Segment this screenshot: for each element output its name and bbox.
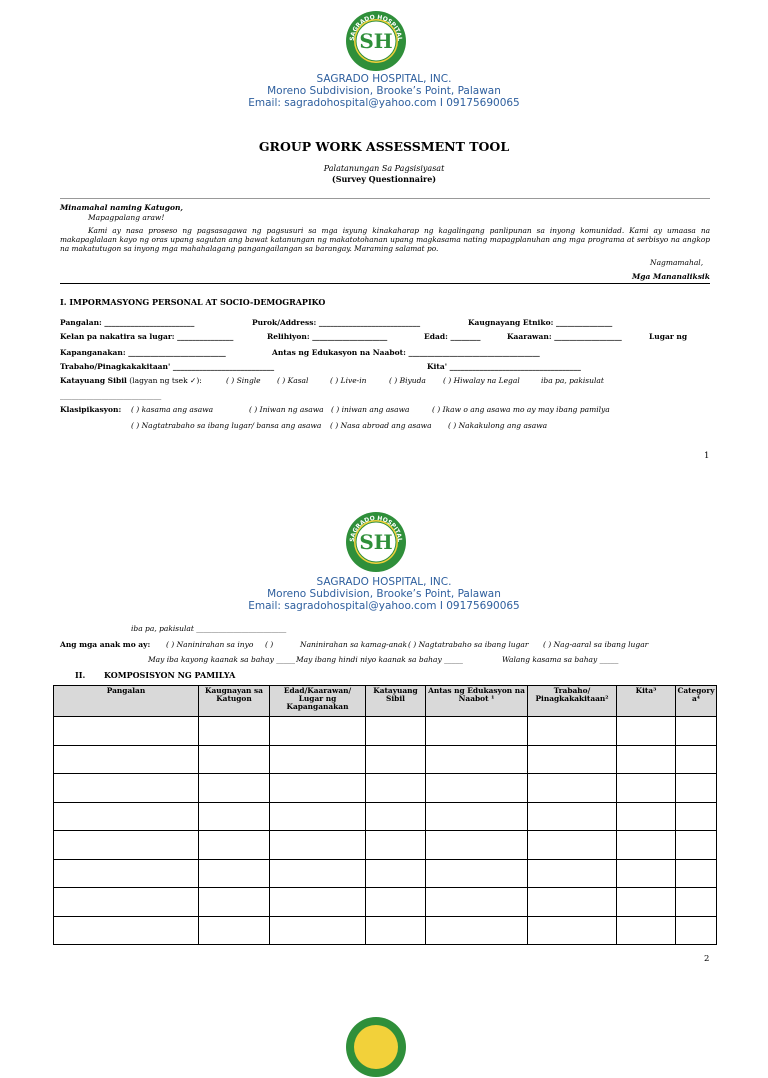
table-row — [54, 859, 717, 888]
org-email: Email: sagradohospital@yahoo.com I 09175690065 — [248, 97, 520, 109]
col-katayuang: Katayuang Sibil — [366, 686, 426, 717]
table-cell[interactable] — [676, 831, 717, 860]
katayuang-sibil-row — [60, 376, 202, 385]
subtitle-italic: Palatanungan Sa Pagsisiyasat — [323, 164, 445, 173]
anak-option-2-check[interactable]: ( ) — [265, 640, 274, 649]
table-cell[interactable] — [676, 802, 717, 831]
table-row — [54, 774, 717, 803]
table-cell[interactable] — [199, 717, 270, 746]
table-cell[interactable] — [270, 745, 366, 774]
col-kaugnayan: Kaugnayan sa Katugon — [199, 686, 270, 717]
table-cell[interactable] — [54, 916, 199, 945]
table-cell[interactable] — [199, 916, 270, 945]
table-cell[interactable] — [617, 888, 676, 917]
anak-label: Ang mga anak mo ay: — [60, 640, 151, 649]
table-cell[interactable] — [676, 859, 717, 888]
col-kita: Kita³ — [617, 686, 676, 717]
table-cell[interactable] — [426, 888, 528, 917]
table-cell[interactable] — [54, 802, 199, 831]
divider-top — [60, 198, 710, 199]
org-address: Moreno Subdivision, Brooke’s Point, Palawan — [267, 85, 501, 97]
table-cell[interactable] — [528, 745, 617, 774]
table-row — [54, 717, 717, 746]
signature: Mga Mananaliksik — [632, 272, 710, 281]
table-cell[interactable] — [366, 717, 426, 746]
field-pangalan[interactable]: Pangalan: ________________________ — [60, 318, 195, 327]
table-cell[interactable] — [426, 802, 528, 831]
field-purok[interactable]: Purok/Address: ___________________________ — [252, 318, 421, 327]
greeting: Mapagpalang araw! — [88, 213, 165, 222]
table-cell[interactable] — [366, 774, 426, 803]
table-cell[interactable] — [528, 859, 617, 888]
klasi-option-7[interactable]: ( ) Nakakulong ang asawa — [448, 421, 548, 430]
field-antas[interactable]: Antas ng Edukasyon na Naabot: ___________________________________ — [272, 348, 540, 357]
anak-option-1[interactable]: ( ) Naninirahan sa inyo — [166, 640, 254, 649]
table-cell[interactable] — [426, 831, 528, 860]
table-cell[interactable] — [617, 717, 676, 746]
kaanak-field-1[interactable]: May iba kayong kaanak sa bahay _____ — [148, 655, 295, 664]
klasi-option-1[interactable]: ( ) kasama ang asawa — [131, 405, 214, 414]
field-kelan[interactable]: Kelan pa nakatira sa lugar: _______________ — [60, 332, 234, 341]
table-cell[interactable] — [617, 745, 676, 774]
table-cell[interactable] — [528, 888, 617, 917]
table-cell[interactable] — [54, 774, 199, 803]
intro-paragraph: Kami ay nasa proseso ng pagsasagawa ng pagsusuri sa mga isyung kinakaharap ng kagalingang panlipunan sa inyong komunidad. Kami ay umaasa na makapaglalaan kayo ng oras upang sagutan ang bawat katanungan ng makatotohanan upang magkasama nating mapagplanuhan ang mga programa at serbisyo na angkop na makatutugon sa inyong mga mahahalagang pangangailangan sa barangay. Maraming salamat po. — [60, 226, 710, 254]
col-pangalan: Pangalan — [54, 686, 199, 717]
col-category: Category a⁴ — [676, 686, 717, 717]
section1-title: I. IMPORMASYONG PERSONAL AT SOCIO-DEMOGRAPIKO — [60, 297, 326, 307]
table-row — [54, 916, 717, 945]
svg-text:SAGRADO HOSPITAL: SAGRADO HOSPITAL — [348, 13, 404, 42]
hospital-logo-page3 — [345, 1016, 407, 1078]
field-kaugnayang-etniko[interactable]: Kaugnayang Etniko: _______________ — [468, 318, 613, 327]
table-cell[interactable] — [199, 774, 270, 803]
table-cell[interactable] — [366, 745, 426, 774]
section2-title: KOMPOSISYON NG PAMILYA — [104, 670, 236, 680]
table-cell[interactable] — [270, 802, 366, 831]
table-cell[interactable] — [528, 802, 617, 831]
table-cell[interactable] — [199, 831, 270, 860]
table-cell[interactable] — [199, 745, 270, 774]
table-cell[interactable] — [528, 717, 617, 746]
org-name: SAGRADO HOSPITAL, INC. — [316, 73, 452, 85]
civil-option-single[interactable]: ( ) Single — [226, 376, 261, 385]
table-cell[interactable] — [426, 916, 528, 945]
col-trabaho: Trabaho/ Pinagkakakitaan² — [528, 686, 617, 717]
table-cell[interactable] — [199, 888, 270, 917]
table-cell[interactable] — [270, 774, 366, 803]
table-cell[interactable] — [676, 774, 717, 803]
civil-option-live-in[interactable]: ( ) Live-in — [330, 376, 367, 385]
table-cell[interactable] — [676, 717, 717, 746]
page-title: GROUP WORK ASSESSMENT TOOL — [258, 139, 510, 154]
table-cell[interactable] — [54, 888, 199, 917]
subtitle-bold: (Survey Questionnaire) — [331, 174, 437, 184]
table-cell[interactable] — [366, 831, 426, 860]
table-cell[interactable] — [528, 774, 617, 803]
family-composition-table — [53, 685, 717, 945]
table-cell[interactable] — [676, 916, 717, 945]
table-cell[interactable] — [617, 859, 676, 888]
hospital-logo — [345, 10, 407, 72]
table-cell[interactable] — [426, 774, 528, 803]
field-kaarawan[interactable]: Kaarawan: __________________ — [507, 332, 622, 341]
civil-iba-blank[interactable]: ___________________________ — [60, 391, 162, 400]
table-cell[interactable] — [54, 831, 199, 860]
field-kapanganakan[interactable]: Kapanganakan: __________________________ — [60, 348, 226, 357]
field-edad[interactable]: Edad: ________ — [424, 332, 481, 341]
iba-pa-field[interactable]: iba pa, pakisulat ________________________ — [131, 624, 287, 633]
closing: Nagmamahal, — [650, 258, 704, 267]
anak-option-4[interactable]: ( ) Nag-aaral sa ibang lugar — [543, 640, 649, 649]
table-row — [54, 745, 717, 774]
org-address-page2: Moreno Subdivision, Brooke’s Point, Palawan — [267, 588, 501, 600]
klasi-option-4[interactable]: ( ) Ikaw o ang asawa mo ay may ibang pamilya — [432, 405, 610, 414]
table-cell[interactable] — [676, 888, 717, 917]
field-kita[interactable]: Kita' ___________________________________ — [427, 362, 581, 371]
table-cell[interactable] — [617, 774, 676, 803]
table-header-row — [54, 686, 717, 717]
org-name-page2: SAGRADO HOSPITAL, INC. — [316, 576, 452, 588]
table-cell[interactable] — [617, 802, 676, 831]
civil-option-biyuda[interactable]: ( ) Biyuda — [389, 376, 426, 385]
table-cell[interactable] — [676, 745, 717, 774]
page-number-2: 2 — [704, 954, 710, 964]
col-antas: Antas ng Edukasyon na Naabot ¹ — [426, 686, 528, 717]
civil-option-kasal[interactable]: ( ) Kasal — [277, 376, 309, 385]
table-cell[interactable] — [270, 859, 366, 888]
table-cell[interactable] — [366, 859, 426, 888]
divider-main — [60, 283, 710, 284]
table-cell[interactable] — [199, 802, 270, 831]
table-cell[interactable] — [426, 859, 528, 888]
katayuang-sibil-label: Katayuang Sibil — [60, 376, 127, 385]
table-cell[interactable] — [528, 916, 617, 945]
katayuang-sibil-note: (lagyan ng tsek ✓): — [129, 376, 202, 385]
table-row — [54, 831, 717, 860]
svg-text:SAGRADO HOSPITAL: SAGRADO HOSPITAL — [348, 514, 404, 543]
table-cell[interactable] — [366, 916, 426, 945]
section2-roman: II. — [75, 670, 86, 680]
table-cell[interactable] — [426, 717, 528, 746]
field-trabaho[interactable]: Trabaho/Pinagkakakitaan' ___________________________ — [60, 362, 275, 371]
table-cell[interactable] — [54, 717, 199, 746]
svg-text:SH: SH — [359, 530, 393, 554]
klasipikasyon-label: Klasipikasyon: — [60, 405, 122, 414]
table-cell[interactable] — [426, 745, 528, 774]
hospital-logo-page2 — [345, 511, 407, 573]
table-cell[interactable] — [528, 831, 617, 860]
kaanak-field-3[interactable]: Walang kasama sa bahay _____ — [502, 655, 619, 664]
civil-option-hiwalay[interactable]: ( ) Hiwalay na Legal — [443, 376, 520, 385]
table-cell[interactable] — [617, 916, 676, 945]
page-number-1: 1 — [704, 451, 710, 461]
klasi-option-2[interactable]: ( ) Iniwan ng asawa — [249, 405, 324, 414]
table-cell[interactable] — [270, 831, 366, 860]
klasi-option-6[interactable]: ( ) Nasa abroad ang asawa — [330, 421, 432, 430]
table-cell[interactable] — [199, 859, 270, 888]
table-cell[interactable] — [54, 745, 199, 774]
table-cell[interactable] — [366, 888, 426, 917]
table-cell[interactable] — [270, 916, 366, 945]
klasi-option-5[interactable]: ( ) Nagtatrabaho sa ibang lugar/ bansa ang asawa — [131, 421, 322, 430]
table-cell[interactable] — [270, 888, 366, 917]
field-relihiyon[interactable]: Relihiyon: ____________________ — [267, 332, 388, 341]
table-cell[interactable] — [366, 802, 426, 831]
svg-text:SH: SH — [359, 29, 393, 53]
field-lugar-ng: Lugar ng — [649, 332, 688, 341]
org-email-page2: Email: sagradohospital@yahoo.com I 09175690065 — [248, 600, 520, 612]
table-cell[interactable] — [54, 859, 199, 888]
table-cell[interactable] — [617, 831, 676, 860]
table-row — [54, 802, 717, 831]
civil-option-iba: iba pa, pakisulat — [541, 376, 604, 385]
klasi-option-3[interactable]: ( ) iniwan ang asawa — [331, 405, 410, 414]
kaanak-field-2[interactable]: May ibang hindi niyo kaanak sa bahay _____ — [296, 655, 463, 664]
anak-option-2: Naninirahan sa kamag-anak — [300, 640, 408, 649]
col-edad: Edad/Kaarawan/ Lugar ng Kapanganakan — [270, 686, 366, 717]
anak-option-3[interactable]: ( ) Nagtatrabaho sa ibang lugar — [408, 640, 529, 649]
table-cell[interactable] — [270, 717, 366, 746]
table-row — [54, 888, 717, 917]
salutation: Minamahal naming Katugon, — [60, 203, 184, 212]
